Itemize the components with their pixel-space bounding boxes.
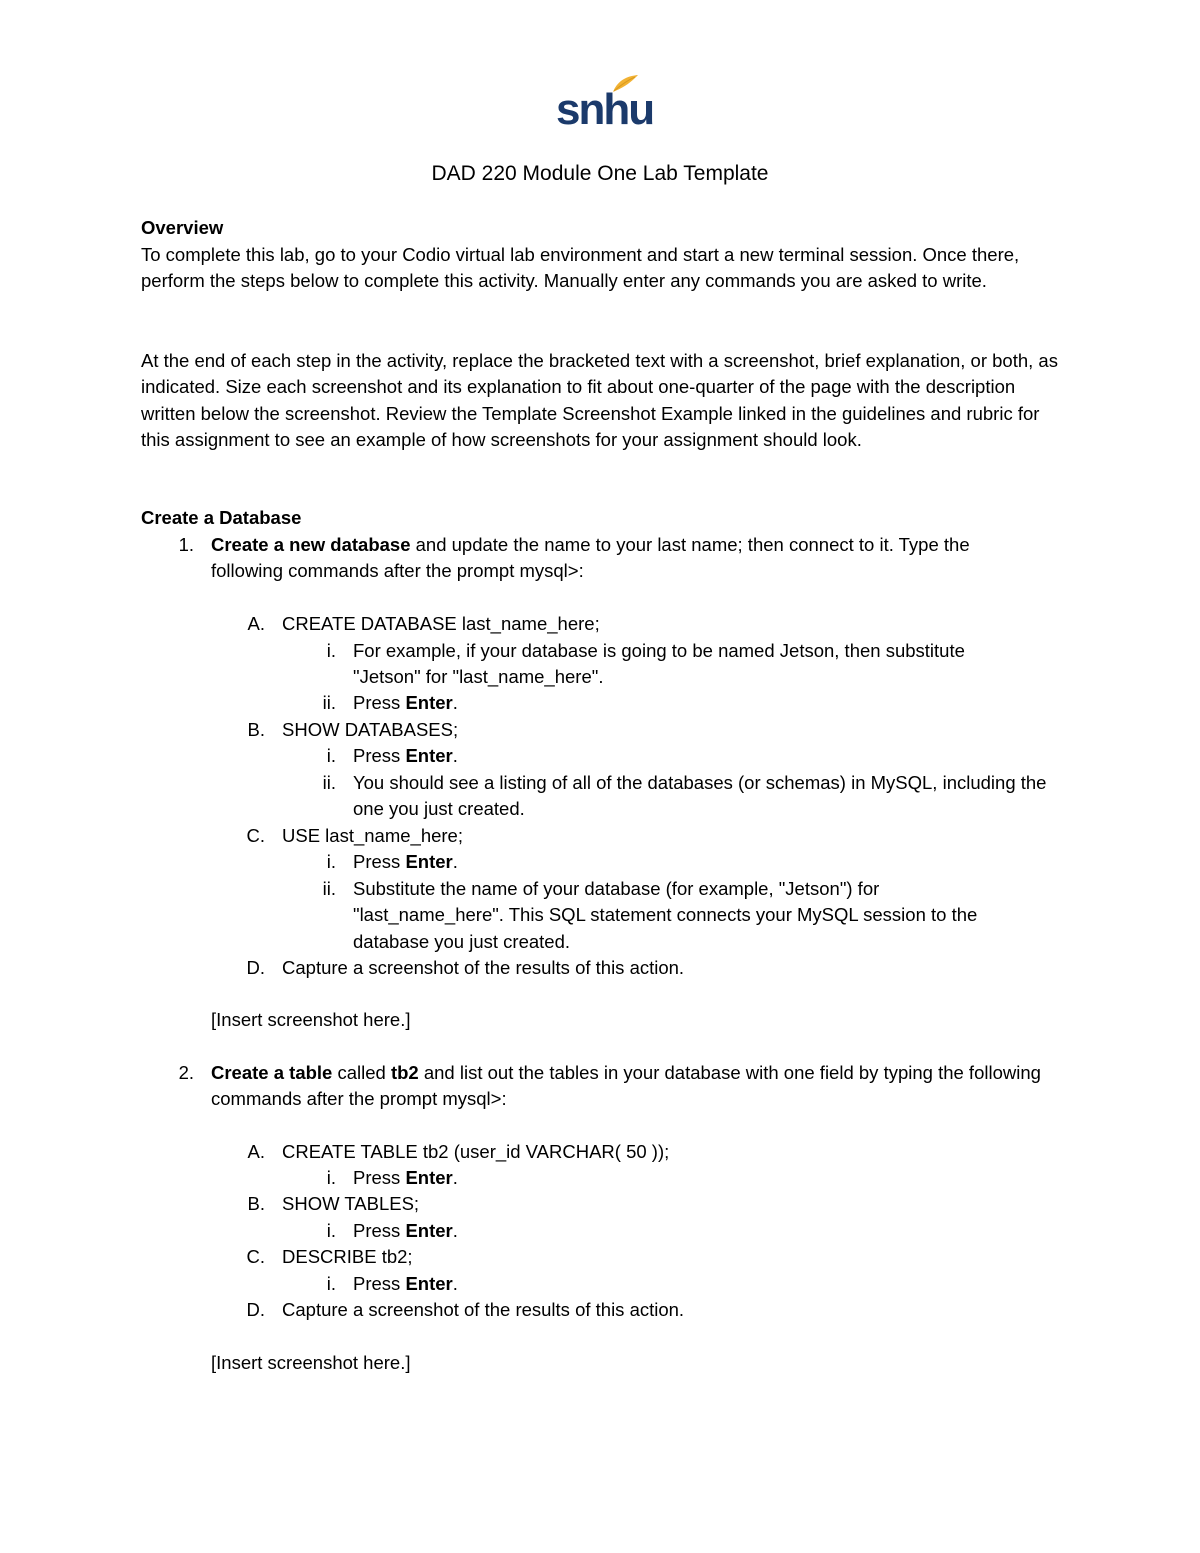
roman-label: ii.: [322, 772, 336, 793]
press-enter-note: Press Enter.: [353, 851, 458, 872]
overview-paragraph-2: At the end of each step in the activity, replace the bracketed text with a screenshot, brief explanation, or both, as indicated. Size each screenshot and its explanation to fit about one-quarter of the page with the description written below the screenshot. Review the Template Screenshot Example linked in the guidelines and rubric for this assignment to see an example of how screenshots for your assignment should look.: [141, 350, 1058, 451]
section-heading-create-database: Create a Database: [141, 507, 302, 528]
capture-instruction: Capture a screenshot of the results of this action.: [282, 1299, 685, 1320]
sub-step-label: C.: [246, 825, 265, 846]
step-1-text: [211, 532, 1041, 585]
step-note: Substitute the name of your database (for example, "Jetson") for "last_name_here". This SQL statement connects your MySQL session to the database you just created.: [353, 878, 978, 952]
step-1-instructions: and update the name to your last name; then connect to it. Type the following commands after the prompt mysql>:: [211, 534, 970, 582]
screenshot-placeholder: [Insert screenshot here.]: [211, 1352, 411, 1373]
table-name: tb2: [390, 1062, 419, 1083]
capture-instruction: Capture a screenshot of the results of this action.: [282, 957, 685, 978]
sql-command: CREATE TABLE tb2 (user_id VARCHAR( 50 ));: [282, 1141, 670, 1162]
press-enter-note: Press Enter.: [353, 1167, 458, 1188]
roman-label: i.: [326, 745, 336, 766]
roman-label: i.: [326, 1220, 336, 1241]
press-enter-note: Press Enter.: [353, 692, 458, 713]
press-enter-note: Press Enter.: [353, 1220, 458, 1241]
roman-label: ii.: [322, 692, 336, 713]
sub-step-label: A.: [247, 1141, 265, 1162]
step-1-bold-title: Create a new database: [211, 534, 411, 555]
sub-step-label: D.: [246, 957, 265, 978]
sub-step-label: B.: [247, 1193, 265, 1214]
sub-step-label: A.: [247, 613, 265, 634]
step-note: You should see a listing of all of the databases (or schemas) in MySQL, including the one you just created.: [353, 772, 1047, 820]
step-2-text: Create a table called tb2 and list out the tables in your database with one field by typing the following commands after the prompt mysql>:: [211, 1062, 1041, 1110]
step-number: 2.: [178, 1062, 194, 1083]
overview-paragraph-1: To complete this lab, go to your Codio virtual lab environment and start a new terminal session. Once there, perform the steps below to complete this activity. Manually enter any commands you are asked to write.: [141, 244, 1020, 292]
step-note: For example, if your database is going to be named Jetson, then substitute "Jetson" for "last_name_here".: [353, 640, 965, 688]
press-enter-note: Press Enter.: [353, 1273, 458, 1294]
roman-label: i.: [326, 640, 336, 661]
roman-label: ii.: [322, 878, 336, 899]
sub-step-label: C.: [246, 1246, 265, 1267]
step-2-bold-title: Create a table: [211, 1062, 333, 1083]
document-title: DAD 220 Module One Lab Template: [431, 162, 769, 185]
logo-wordmark: snhu: [556, 85, 654, 134]
roman-label: i.: [326, 1273, 336, 1294]
snhu-logo: [556, 74, 654, 134]
roman-label: i.: [326, 1167, 336, 1188]
roman-label: i.: [326, 851, 336, 872]
step-2-instructions: and list out the tables in your database with one field by typing the following commands after the prompt mysql>:: [211, 1062, 1041, 1110]
sql-command: DESCRIBE tb2;: [282, 1246, 413, 1267]
sql-command: CREATE DATABASE last_name_here;: [282, 613, 600, 634]
step-number: 1.: [178, 534, 194, 555]
press-enter-note: Press Enter.: [353, 745, 458, 766]
overview-heading: Overview: [141, 217, 224, 238]
screenshot-placeholder: [Insert screenshot here.]: [211, 1009, 411, 1030]
sub-step-label: B.: [247, 719, 265, 740]
sql-command: SHOW DATABASES;: [282, 719, 459, 740]
sql-command: USE last_name_here;: [282, 825, 463, 846]
sql-command: SHOW TABLES;: [282, 1193, 420, 1214]
sub-step-label: D.: [246, 1299, 265, 1320]
